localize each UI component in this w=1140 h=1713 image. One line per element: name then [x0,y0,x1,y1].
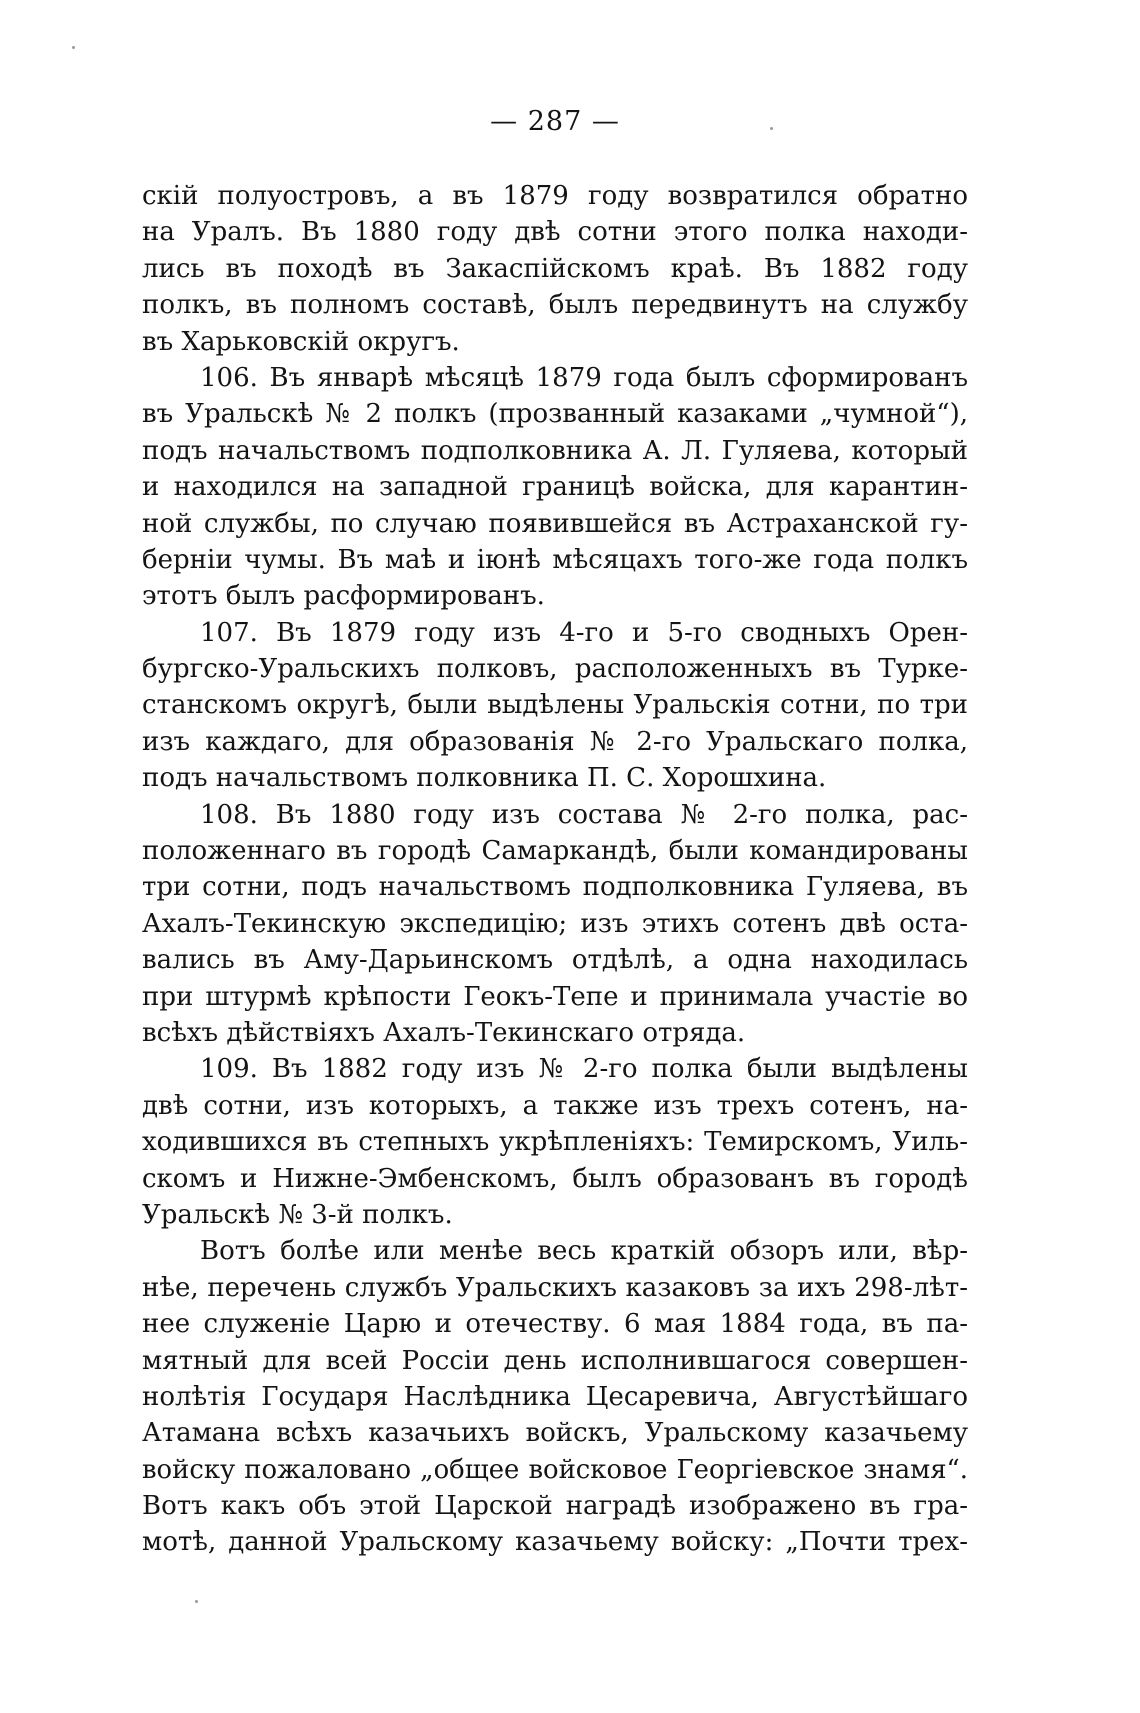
text-line: подъ начальствомъ полковника П. С. Хорошхина. [142,763,827,794]
text-line: Ахалъ-Текинскую экспедицію; изъ этихъ сотенъ двѣ оста- [142,908,968,939]
text-line: двѣ сотни, изъ которыхъ, а также изъ трехъ сотенъ, на- [142,1090,968,1121]
paragraph-107-start: 107. Въ 1879 году изъ 4-го и 5-го сводныхъ Орен- [200,617,968,648]
text-line: Атамана всѣхъ казачьихъ войскъ, Уральскому казачьему [142,1418,968,1449]
text-line: скій полуостровъ, а въ 1879 году возвратился обратно [142,181,968,211]
text-line: положеннаго въ городѣ Самаркандѣ, были командированы [142,836,968,867]
text-line: въ Харьковскій округъ. [142,326,460,357]
paper-speck [770,127,773,130]
text-line: полкъ, въ полномъ составѣ, былъ передвинутъ на службу [142,290,968,321]
paper-speck [195,1600,198,1603]
body-text [142,178,968,1561]
page-number: — 287 — [490,106,620,137]
paper-speck [72,46,75,49]
text-line: при штурмѣ крѣпости Геокъ-Тепе и принимала участіе во [142,981,968,1012]
text-line: вались въ Аму-Дарьинскомъ отдѣлѣ, а одна находилась [142,945,968,976]
text-line: берніи чумы. Въ маѣ и іюнѣ мѣсяцахъ того-же года полкъ [142,544,968,575]
paragraph-108-start: 108. Въ 1880 году изъ состава № 2-го полка, рас- [200,799,968,830]
text-line: станскомъ округѣ, были выдѣлены Уральскія сотни, по три [142,690,968,721]
text-line: мятный для всей Россіи день исполнившагося совершен- [142,1345,968,1376]
text-line: ходившихся въ степныхъ укрѣпленіяхъ: Темирскомъ, Уиль- [142,1127,968,1158]
text-line: войску пожаловано „общее войсковое Георгіевское знамя“. [142,1454,968,1485]
text-line: изъ каждаго, для образованія № 2-го Уральскаго полка, [142,726,968,757]
paragraph-109-start: 109. Въ 1882 году изъ № 2-го полка были выдѣлены [200,1054,968,1085]
text-line: нее служеніе Царю и отечеству. 6 мая 1884 года, въ па- [142,1309,968,1340]
text-line: на Уралъ. Въ 1880 году двѣ сотни этого полка находи- [142,217,968,248]
text-line: Уральскѣ № 3-й полкъ. [142,1199,453,1230]
book-page [142,0,968,1713]
text-line: лись въ походѣ въ Закаспійскомъ краѣ. Въ 1882 году [142,253,968,284]
text-line: ной службы, по случаю появившейся въ Астраханской гу- [142,508,968,539]
paragraph-summary-start: Вотъ болѣе или менѣе весь краткій обзоръ или, вѣр- [200,1236,968,1267]
text-line: мотѣ, данной Уральскому казачьему войску: „Почти трех- [142,1527,968,1558]
text-line: подъ начальствомъ подполковника А. Л. Гуляева, который [142,435,968,466]
text-line: этотъ былъ расформированъ. [142,581,545,612]
paragraph-106-start: 106. Въ январѣ мѣсяцѣ 1879 года былъ сформированъ [200,362,968,393]
text-line: и находился на западной границѣ войска, для карантин- [142,472,968,503]
text-line: бургско-Уральскихъ полковъ, расположенныхъ въ Турке- [142,654,968,685]
text-line: Вотъ какъ объ этой Царской наградѣ изображено въ гра- [142,1491,968,1522]
text-line: всѣхъ дѣйствіяхъ Ахалъ-Текинскаго отряда. [142,1017,746,1048]
text-line: три сотни, подъ начальствомъ подполковника Гуляева, въ [142,872,968,903]
text-line: скомъ и Нижне-Эмбенскомъ, былъ образованъ въ городѣ [142,1163,968,1194]
text-line: нѣе, перечень службъ Уральскихъ казаковъ за ихъ 298-лѣт- [142,1272,968,1303]
text-line: нолѣтія Государя Наслѣдника Цесаревича, Августѣйшаго [142,1381,968,1412]
text-line: въ Уральскѣ № 2 полкъ (прозванный казаками „чумной“), [142,399,968,430]
